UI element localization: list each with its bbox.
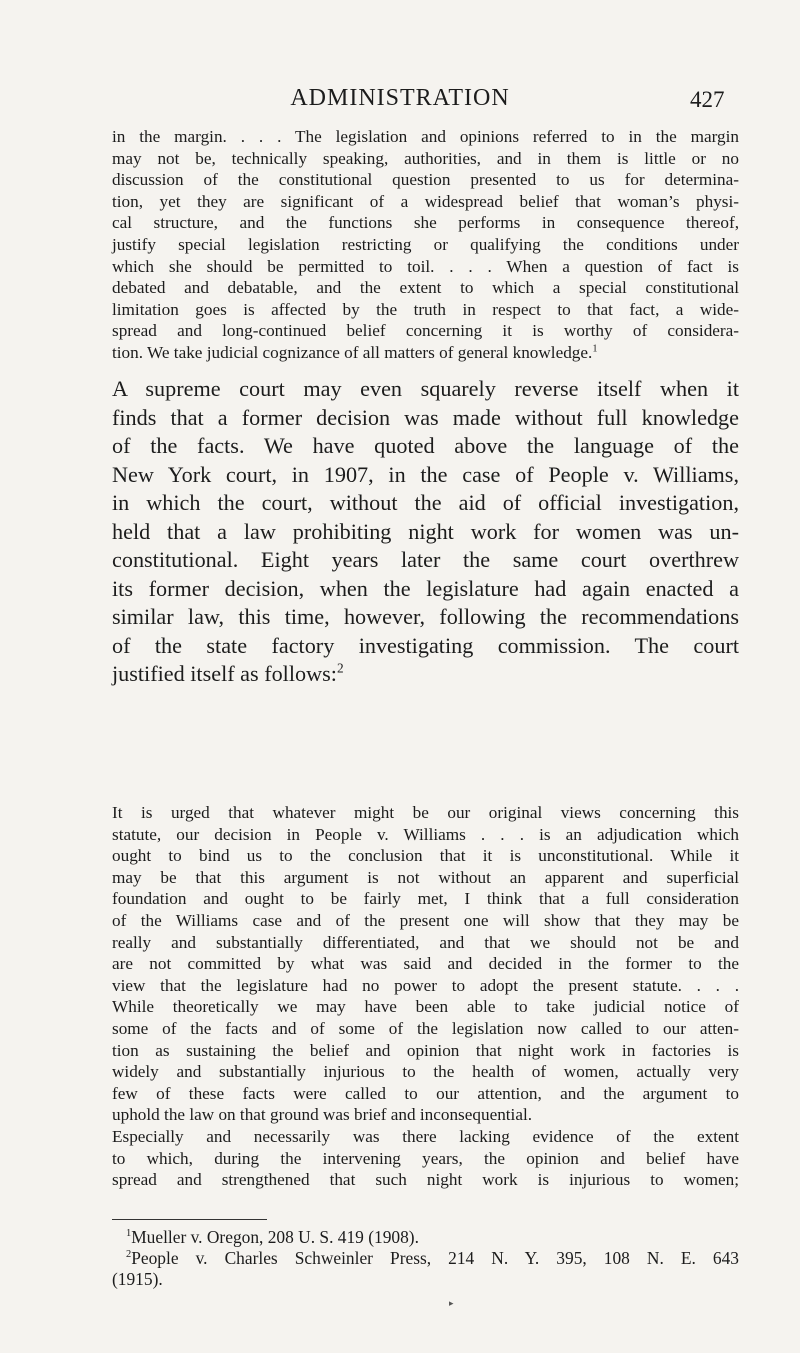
- text-line: which she should be permitted to toil. . . . When a question of fact is: [112, 256, 739, 276]
- text-line: finds that a former decision was made without full knowledge: [112, 404, 739, 430]
- footnote-2: [112, 1248, 739, 1269]
- text-line-content: tion. We take judicial cognizance of all matters of general knowledge.: [112, 342, 593, 362]
- text-line: really and substantially differentiated, and that we should not be and: [112, 932, 739, 952]
- block-quote-schweinler: [112, 802, 739, 1191]
- text-line: debated and debatable, and the extent to which a special constitutional: [112, 278, 739, 298]
- text-line: some of the facts and of some of the legislation now called to our atten-: [112, 1018, 739, 1038]
- page-number: 427: [690, 87, 725, 112]
- footnote-ref-2[interactable]: 2: [336, 660, 344, 676]
- text-line: foundation and ought to be fairly met, I think that a full consideration: [112, 889, 739, 909]
- text-line: few of these facts were called to our attention, and the argument to: [112, 1083, 739, 1103]
- text-line: New York court, in 1907, in the case of People v. Williams,: [112, 461, 739, 487]
- text-line: constitutional. Eight years later the same court overthrew: [112, 547, 739, 572]
- text-line: limitation goes is affected by the truth in respect to that fact, a wide-: [112, 299, 739, 319]
- text-line: view that the legislature had no power to adopt the present statute. . . .: [112, 975, 739, 995]
- footnote-ref-1[interactable]: 1: [592, 343, 598, 355]
- footnotes: [112, 1227, 739, 1290]
- text-line: of the state factory investigating commission. The court: [112, 632, 739, 658]
- footnote-1: [112, 1227, 739, 1248]
- text-line: uphold the law on that ground was brief and inconsequential.: [112, 1105, 533, 1125]
- text-line: [112, 342, 739, 364]
- text-line: A supreme court may even squarely reverse itself when it: [112, 376, 739, 401]
- text-line: justify special legislation restricting or qualifying the conditions under: [112, 234, 739, 254]
- footnote-marker: 1: [126, 1228, 132, 1240]
- text-line: While theoretically we may have been able to take judicial notice of: [112, 997, 739, 1017]
- text-line: spread and strengthened that such night work is injurious to women;: [112, 1170, 739, 1190]
- footnote-text: People v. Charles Schweinler Press, 214 N. Y. 395, 108 N. E. 643: [131, 1248, 739, 1268]
- text-line: held that a law prohibiting night work for women was un-: [112, 518, 739, 544]
- print-speck: ▸: [449, 1298, 454, 1308]
- text-line: statute, our decision in People v. Williams . . . is an adjudication which: [112, 824, 739, 844]
- text-line: discussion of the constitutional question presented to us for determina-: [112, 170, 739, 190]
- text-line: of the facts. We have quoted above the language of the: [112, 433, 739, 458]
- text-line: in the margin. . . . The legislation and opinions referred to in the margin: [112, 127, 739, 146]
- text-line-content: justified itself as follows:: [112, 661, 337, 686]
- text-line: It is urged that whatever might be our original views concerning this: [112, 803, 739, 822]
- text-line: widely and substantially injurious to the health of women, actually very: [112, 1062, 739, 1082]
- text-line: to which, during the intervening years, the opinion and belief have: [112, 1148, 739, 1168]
- text-line: tion, yet they are significant of a widespread belief that woman’s physi-: [112, 191, 739, 211]
- text-line: [112, 660, 739, 689]
- footnote-marker: 2: [126, 1249, 132, 1261]
- text-line: ought to bind us to the conclusion that it is unconstitutional. While it: [112, 846, 739, 866]
- block-quote-mueller: [112, 126, 739, 364]
- text-line: of the Williams case and of the present one will show that they may be: [112, 910, 739, 930]
- text-line: cal structure, and the functions she performs in consequence thereof,: [112, 213, 739, 233]
- text-line: may not be, technically speaking, authorities, and in them is little or no: [112, 148, 739, 168]
- text-line: spread and long-continued belief concerning it is worthy of considera-: [112, 321, 739, 341]
- text-line: in which the court, without the aid of official investigation,: [112, 490, 739, 515]
- footnote-2-continued: (1915).: [112, 1269, 163, 1289]
- text-line: may be that this argument is not without an apparent and superficial: [112, 867, 739, 887]
- text-line: tion as sustaining the belief and opinion that night work in factories is: [112, 1040, 739, 1060]
- text-line: its former decision, when the legislature had again enacted a: [112, 575, 739, 601]
- footnote-divider: [112, 1219, 267, 1220]
- text-line: similar law, this time, however, following the recommendations: [112, 604, 739, 629]
- text-line: Especially and necessarily was there lacking evidence of the extent: [112, 1126, 739, 1146]
- body-paragraph: [112, 375, 739, 689]
- footnote-text: Mueller v. Oregon, 208 U. S. 419 (1908).: [131, 1227, 419, 1247]
- running-title: ADMINISTRATION: [290, 85, 510, 111]
- text-line: are not committed by what was said and decided in the former to the: [112, 954, 739, 974]
